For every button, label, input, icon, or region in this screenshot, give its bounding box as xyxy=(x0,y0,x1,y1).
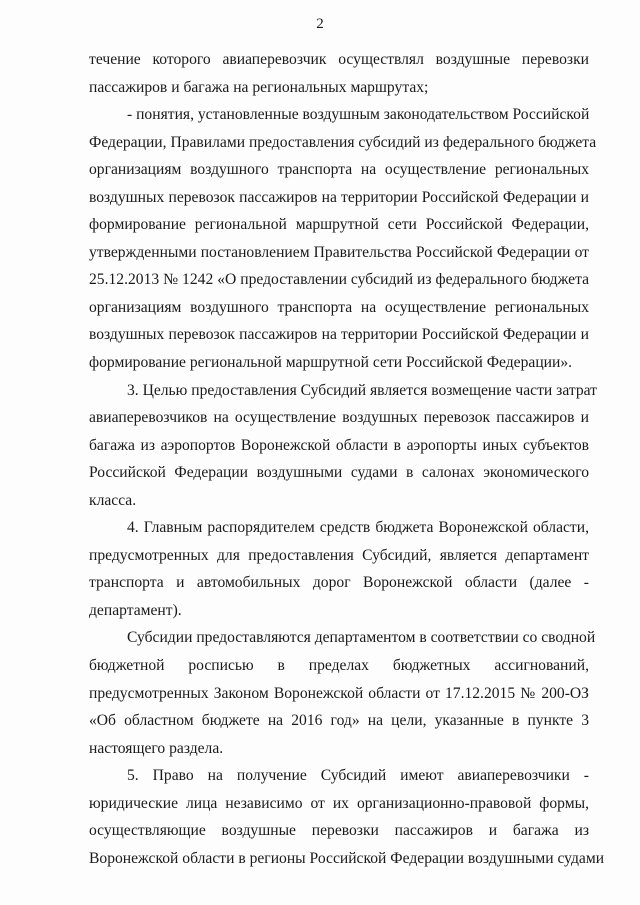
text-line: Субсидии предоставляются департаментом в соответствии со сводной xyxy=(127,629,596,647)
text-line: организациям воздушного транспорта на осуществление региональных xyxy=(89,298,589,316)
text-line: течение которого авиаперевозчик осуществлял воздушные перевозки xyxy=(89,51,589,68)
document-body xyxy=(89,46,605,872)
text-line: предусмотренных Законом Воронежской области от 17.12.2015 № 200-ОЗ xyxy=(89,684,589,702)
paragraph xyxy=(89,514,589,624)
text-line: воздушных перевозок пассажиров на территории Российской Федерации и xyxy=(89,188,589,206)
text-line: департамент). xyxy=(89,601,182,619)
text-line: предусмотренных для предоставления Субсидий, является департамент xyxy=(89,546,589,564)
text-line: настоящего раздела. xyxy=(89,739,224,757)
text-line: Федерации, Правилами предоставления субсидий из федерального бюджета xyxy=(89,133,597,151)
text-line: организациям воздушного транспорта на осуществление региональных xyxy=(89,161,589,179)
text-line: осуществляющие воздушные перевозки пассажиров и багажа из xyxy=(89,822,589,840)
text-line: 5. Право на получение Субсидий имеют авиаперевозчики - xyxy=(127,767,589,785)
text-line: Воронежской области в регионы Российской Федерации воздушными судами xyxy=(89,849,605,867)
text-line: бюджетной росписью в пределах бюджетных ассигнований, xyxy=(89,657,589,675)
text-line: 3. Целью предоставления Субсидий является возмещение части затрат xyxy=(127,381,597,399)
text-line: класса. xyxy=(89,491,137,509)
text-line: авиаперевозчиков на осуществление воздушных перевозок пассажиров и xyxy=(89,409,589,427)
text-line: утвержденными постановлением Правительства Российской Федерации от xyxy=(89,243,589,261)
text-line: формирование региональной маршрутной сети Российской Федерации». xyxy=(89,354,573,372)
text-line: транспорта и автомобильных дорог Воронежской области (далее - xyxy=(89,574,589,592)
paragraph xyxy=(89,46,589,101)
paragraph xyxy=(89,377,597,515)
text-line: 25.12.2013 № 1242 «О предоставлении субсидий из федерального бюджета xyxy=(89,271,589,289)
paragraph xyxy=(89,762,605,872)
text-line: юридические лица независимо от их организационно-правовой формы, xyxy=(89,794,589,812)
text-line: формирование региональной маршрутной сети Российской Федерации, xyxy=(89,216,589,234)
page-number: 2 xyxy=(316,16,324,32)
text-line: багажа из аэропортов Воронежской области в аэропорты иных субъектов xyxy=(89,436,589,454)
text-line: - понятия, установленные воздушным законодательством Российской xyxy=(127,106,590,124)
text-line: 4. Главным распорядителем средств бюджета Воронежской области, xyxy=(127,519,589,537)
text-line: пассажиров и багажа на региональных маршрутах; xyxy=(89,78,429,96)
text-line: Российской Федерации воздушными судами в салонах экономического xyxy=(89,464,589,482)
paragraph xyxy=(89,101,597,376)
text-line: «Об областном бюджете на 2016 год» на цели, указанные в пункте 3 xyxy=(89,712,589,730)
paragraph xyxy=(89,624,596,762)
text-line: воздушных перевозок пассажиров на территории Российской Федерации и xyxy=(89,326,589,344)
